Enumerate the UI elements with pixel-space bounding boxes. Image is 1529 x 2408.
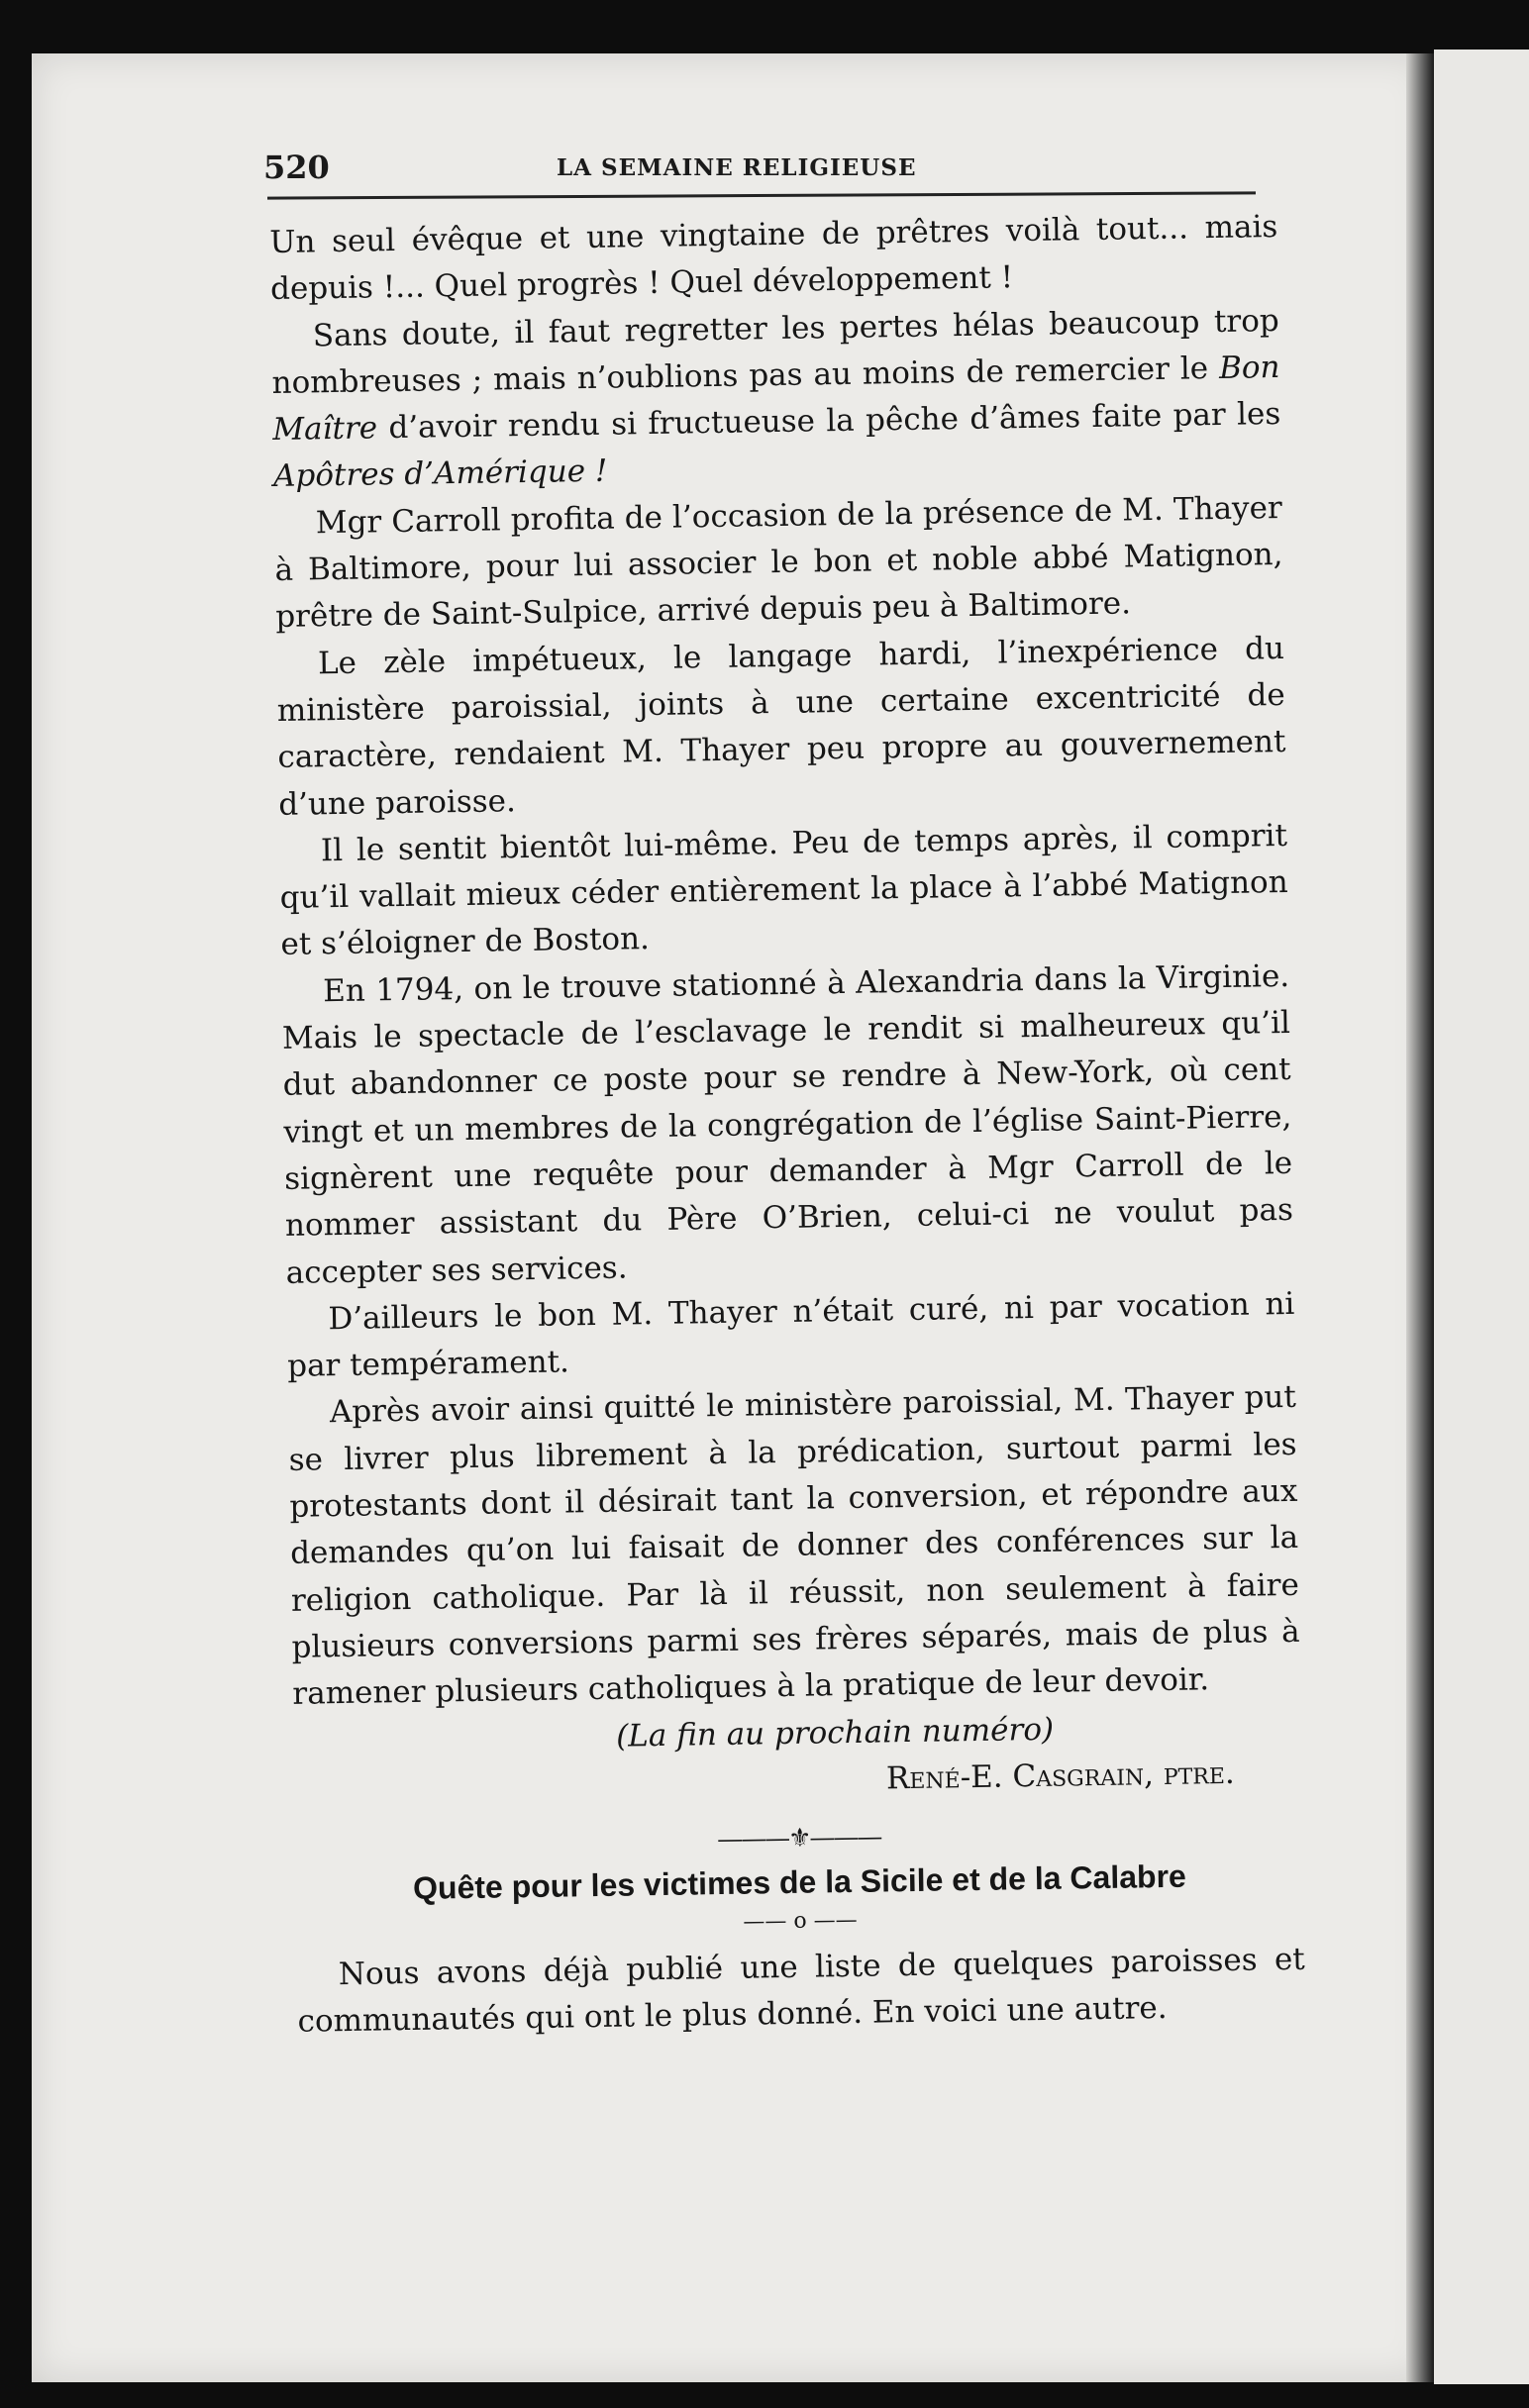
next-page-edge	[1434, 50, 1529, 2384]
continued-note: (La fin au prochain numéro)	[615, 1711, 1055, 1755]
running-title: LA SEMAINE RELIGIEUSE	[557, 154, 917, 181]
paragraph: Un seul évêque et une vingtaine de prêtres voilà tout... mais depuis !... Quel progrès ! Quel développement !	[269, 209, 1278, 308]
paragraph	[270, 298, 1281, 501]
paragraph: Après avoir ainsi quitté le ministère paroissial, M. Thayer put se livrer plus librement à la prédication, surtout parmi les protestants dont il désirait tant la conversion, et répondre aux demandes qu’on lui faisait de donner des conférences sur la religion catholique. Par là il réussit, non seulement à faire plusieurs conversions parmi ses frères séparés, mais de plus à ramener plusieurs catholiques à la pratique de leur devoir.	[288, 1379, 1300, 1713]
paragraph: Mgr Carroll profita de l’occasion de la présence de M. Thayer à Baltimore, pour lui associer le bon et noble abbé Matignon, prêtre de Saint-Sulpice, arrivé depuis peu à Baltimore.	[274, 489, 1283, 636]
page-header	[263, 149, 1254, 196]
emphasis-apotres: Apôtres d’Amérique !	[272, 453, 608, 495]
emphasis-bon-maitre: Bon Maître	[272, 349, 1280, 449]
paragraph-text: Sans doute, il faut regretter les pertes hélas beaucoup trop nombreuses ; mais n’oublions pas au moins de remercier le	[271, 302, 1280, 401]
page-content	[269, 204, 1306, 2046]
paragraph: Il le sentit bientôt lui-même. Peu de temps après, il comprit qu’il vallait mieux céder entièrement la place à l’abbé Matignon et s’éloigner de Boston.	[279, 817, 1288, 963]
section-ornament: ———⚜———	[716, 1822, 881, 1856]
paragraph: En 1794, on le trouve stationné à Alexandria dans la Virginie. Mais le spectacle de l’esclavage le rendit si malheureux qu’il dut abandonner ce poste pour se rendre à New-York, où cent vingt et un membres de la congrégation de l’église Saint-Pierre, signèrent une requête pour demander à Mgr Carroll de le nommer assistant du Père O’Brien, celui-ci ne voulut pas accepter ses services.	[281, 957, 1294, 1291]
page-number: 520	[263, 149, 330, 186]
section-rule: —— o ——	[743, 1907, 858, 1935]
author-signature: René-E. Casgrain, ptre.	[885, 1755, 1236, 1797]
paragraph-text: d’avoir rendu si fructueuse la pêche d’âmes faite par les	[376, 396, 1281, 447]
page-gutter	[1406, 53, 1434, 2382]
paragraph: Nous avons déjà publié une liste de quelques paroisses et communautés qui ont le plus donné. En voici une autre.	[297, 1941, 1306, 2041]
paragraph: Le zèle impétueux, le langage hardi, l’inexpérience du ministère paroissial, joints à une certaine excentricité de caractère, rendaient M. Thayer peu propre au gouvernement d’une paroisse.	[276, 630, 1286, 823]
section-title: Quête pour les victimes de la Sicile et de la Calabre	[412, 1857, 1187, 1907]
paragraph: D’ailleurs le bon M. Thayer n’était curé, ni par vocation ni par tempérament.	[286, 1285, 1295, 1384]
